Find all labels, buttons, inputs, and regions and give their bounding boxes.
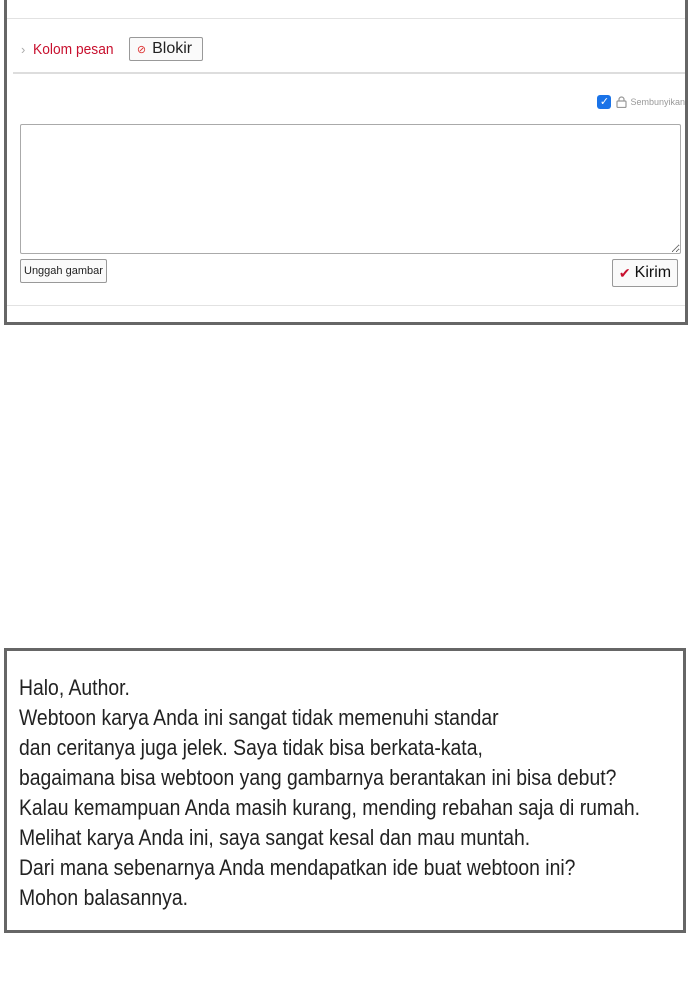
message-input[interactable] — [20, 124, 681, 254]
divider — [7, 305, 685, 306]
divider — [7, 18, 685, 19]
message-line: Halo, Author. — [19, 675, 130, 700]
comment-form-panel — [4, 0, 688, 325]
chevron-right-icon[interactable]: › — [21, 41, 26, 57]
message-line: Melihat karya Anda ini, saya sangat kesal dan mau muntah. — [19, 825, 531, 850]
message-line: bagaimana bisa webtoon yang gambarnya berantakan ini bisa debut? — [19, 765, 617, 790]
message-line: dan ceritanya juga jelek. Saya tidak bisa berkata-kata, — [19, 735, 483, 760]
divider — [13, 72, 685, 74]
message-panel — [4, 648, 686, 933]
upload-image-button[interactable]: Unggah gambar — [20, 259, 107, 283]
block-button[interactable] — [129, 37, 203, 61]
message-text — [19, 673, 690, 913]
section-label[interactable]: Kolom pesan — [33, 40, 114, 58]
message-line: Dari mana sebenarnya Anda mendapatkan ide buat webtoon ini? — [19, 855, 576, 880]
hide-checkbox[interactable]: ✓ — [597, 95, 611, 109]
send-button[interactable] — [612, 259, 678, 287]
comment-form-header — [21, 36, 203, 62]
send-button-label: Kirim — [634, 264, 672, 281]
hide-label: Sembunyikan — [630, 97, 685, 107]
lock-icon — [616, 96, 627, 108]
block-button-label: Blokir — [152, 40, 193, 57]
block-icon: ⊘ — [136, 43, 147, 56]
hide-toggle[interactable] — [597, 95, 685, 109]
message-line: Webtoon karya Anda ini sangat tidak memenuhi standar — [19, 705, 499, 730]
checkmark-icon: ✔ — [618, 264, 631, 281]
message-line: Kalau kemampuan Anda masih kurang, mending rebahan saja di rumah. — [19, 795, 640, 820]
message-line: Mohon balasannya. — [19, 885, 188, 910]
